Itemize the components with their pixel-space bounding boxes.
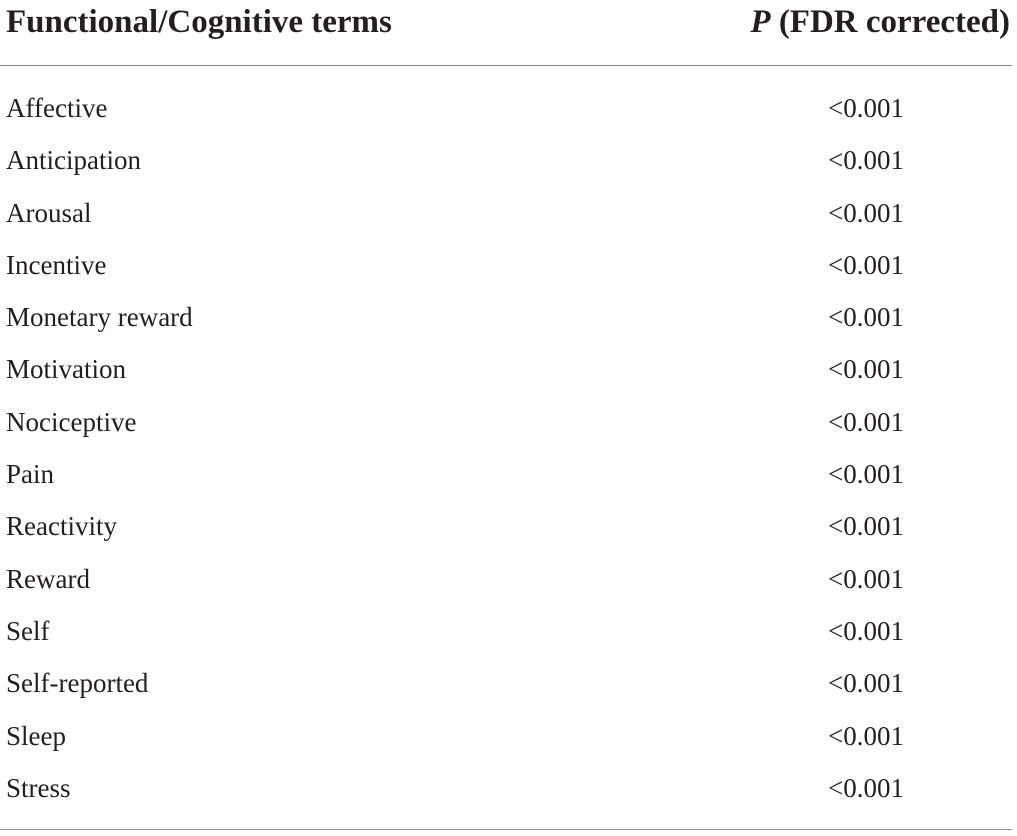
p-value-cell: <0.001 — [828, 249, 904, 280]
table-row — [0, 189, 1012, 241]
term-cell: Self-reported — [6, 668, 149, 699]
table-row — [0, 502, 1012, 554]
table-row — [0, 450, 1012, 502]
p-value-cell: <0.001 — [828, 720, 904, 751]
table-row — [0, 84, 1012, 136]
table-row — [0, 241, 1012, 293]
term-cell: Incentive — [6, 249, 107, 280]
table-row — [0, 555, 1012, 607]
p-value-cell: <0.001 — [828, 615, 904, 646]
header-rule — [0, 65, 1012, 66]
term-cell: Arousal — [6, 197, 92, 228]
term-cell: Monetary reward — [6, 302, 193, 333]
p-value-cell: <0.001 — [828, 145, 904, 176]
table-body — [0, 84, 1012, 816]
p-value-cell: <0.001 — [828, 511, 904, 542]
footer-rule — [0, 829, 1012, 830]
term-cell: Anticipation — [6, 145, 141, 176]
table-row — [0, 712, 1012, 764]
header-p-value — [750, 2, 1010, 42]
table-row — [0, 607, 1012, 659]
table-row — [0, 764, 1012, 816]
p-value-cell: <0.001 — [828, 668, 904, 699]
term-cell: Self — [6, 615, 50, 646]
table-header — [0, 0, 1012, 66]
header-terms: Functional/Cognitive terms — [6, 4, 392, 40]
table-row — [0, 659, 1012, 711]
term-cell: Affective — [6, 93, 108, 123]
p-value-cell: <0.001 — [828, 302, 904, 333]
table-row — [0, 293, 1012, 345]
term-cell: Pain — [6, 459, 55, 490]
header-p-label: (FDR corrected) — [770, 4, 1010, 40]
p-value-cell: <0.001 — [828, 772, 904, 803]
table-row — [0, 345, 1012, 397]
p-value-cell: <0.001 — [828, 354, 904, 385]
p-value-cell: <0.001 — [828, 459, 904, 490]
p-value-cell: <0.001 — [828, 406, 904, 437]
header-p-symbol: P — [750, 4, 771, 40]
p-value-cell: <0.001 — [828, 93, 904, 123]
term-cell: Sleep — [6, 720, 66, 751]
p-value-cell: <0.001 — [828, 197, 904, 228]
p-value-cell: <0.001 — [828, 563, 904, 594]
term-cell: Stress — [6, 772, 71, 803]
term-cell: Reactivity — [6, 511, 117, 542]
term-cell: Motivation — [6, 354, 126, 385]
table-row — [0, 398, 1012, 450]
term-cell: Nociceptive — [6, 406, 137, 437]
table-row — [0, 136, 1012, 188]
term-cell: Reward — [6, 563, 90, 594]
